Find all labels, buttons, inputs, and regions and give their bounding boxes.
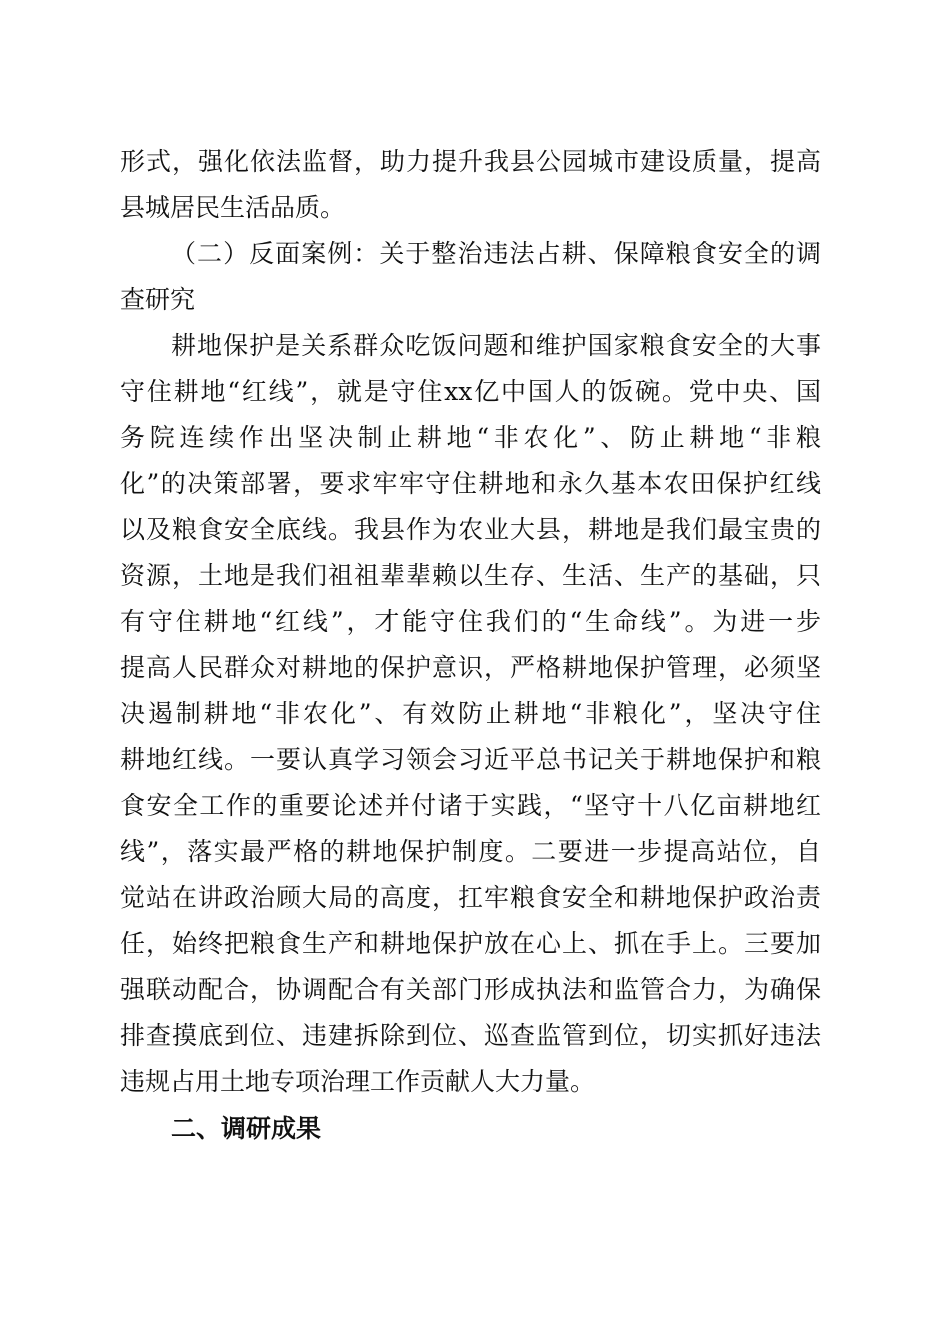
paragraph-line: 以及粮食安全底线。我县作为农业大县，耕地是我们最宝贵的 xyxy=(120,515,821,544)
paragraph-line: 排查摸底到位、违建拆除到位、巡查监管到位，切实抓好违法 xyxy=(120,1021,821,1050)
paragraph-line: 有守住耕地“红线”，才能守住我们的“生命线”。为进一步 xyxy=(120,607,821,636)
paragraph-line: 违规占用土地专项治理工作贡献人大力量。 xyxy=(120,1067,596,1096)
subsection-heading-line: 查研究 xyxy=(120,285,196,314)
paragraph-line: 线”，落实最严格的耕地保护制度。二要进一步提高站位，自 xyxy=(120,837,821,866)
paragraph-line: 化”的决策部署，要求牢牢守住耕地和永久基本农田保护红线 xyxy=(120,469,821,498)
paragraph-line: 决遏制耕地“非农化”、有效防止耕地“非粮化”，坚决守住 xyxy=(120,699,821,728)
paragraph-line: 形式，强化依法监督，助力提升我县公园城市建设质量，提高 xyxy=(120,147,821,176)
paragraph-line: 务院连续作出坚决制止耕地“非农化”、防止耕地“非粮 xyxy=(120,423,821,452)
paragraph-line: 资源，土地是我们祖祖辈辈赖以生存、生活、生产的基础，只 xyxy=(120,561,821,590)
paragraph-line: 耕地保护是关系群众吃饭问题和维护国家粮食安全的大事 xyxy=(171,331,821,360)
paragraph-line: 觉站在讲政治顾大局的高度，扛牢粮食安全和耕地保护政治责 xyxy=(120,883,821,912)
paragraph-line: 县城居民生活品质。 xyxy=(120,193,346,222)
paragraph-line: 任，始终把粮食生产和耕地保护放在心上、抓在手上。三要加 xyxy=(120,929,821,958)
section-heading: 二、调研成果 xyxy=(171,1114,322,1143)
paragraph-line: 提高人民群众对耕地的保护意识，严格耕地保护管理，必须坚 xyxy=(120,653,821,682)
paragraph-line: 食安全工作的重要论述并付诸于实践，“坚守十八亿亩耕地红 xyxy=(120,791,821,820)
paragraph-line: 强联动配合，协调配合有关部门形成执法和监管合力，为确保 xyxy=(120,975,821,1004)
paragraph-line: 守住耕地“红线”，就是守住xx亿中国人的饭碗。党中央、国 xyxy=(120,377,821,406)
paragraph-line: 耕地红线。一要认真学习领会习近平总书记关于耕地保护和粮 xyxy=(120,745,821,774)
subsection-heading-line: （二）反面案例：关于整治违法占耕、保障粮食安全的调 xyxy=(171,239,821,268)
